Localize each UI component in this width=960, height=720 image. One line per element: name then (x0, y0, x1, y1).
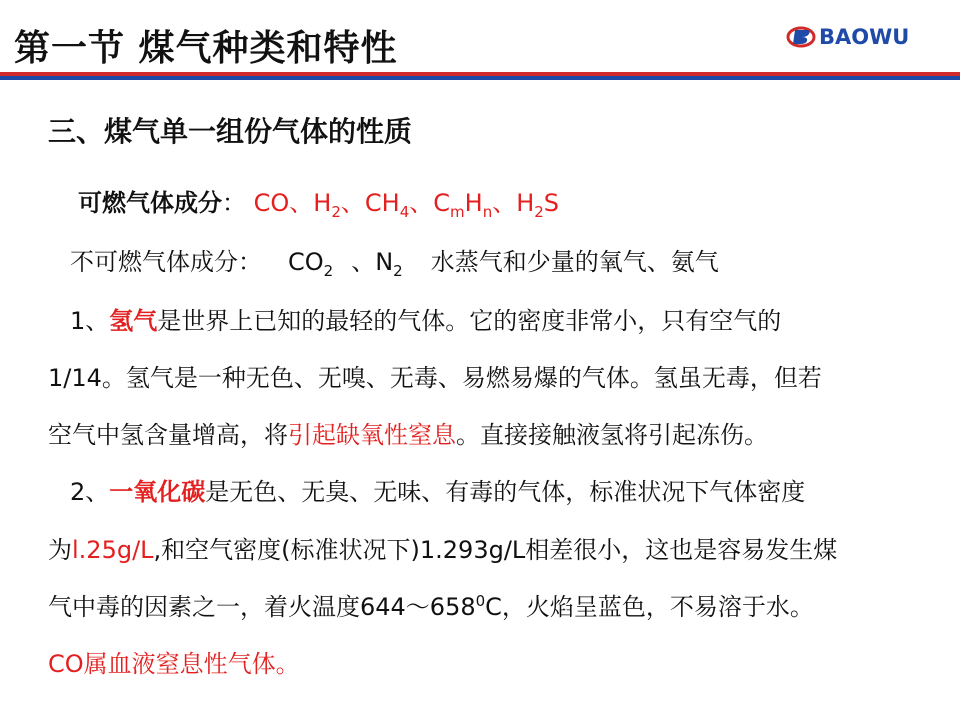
logo-text: BAOWU (819, 25, 910, 49)
co-line3-a: 气中毒的因素之一，着火温度644～658 (48, 593, 476, 621)
hydrogen-line3-b: 。直接接触液氢将引起冻伤。 (456, 421, 768, 449)
item1-number: 1、 (70, 307, 110, 335)
hydrogen-para-line3 (48, 420, 768, 450)
hydrogen-para-line2: 1/14。氢气是一种无色、无嗅、无毒、易燃易爆的气体。氢虽无毒，但若 (48, 364, 822, 392)
header-rule-blue (0, 76, 960, 80)
n2-formula: 、$N_2$ (351, 248, 403, 280)
non-combustible-label: 不可燃气体成分： (70, 248, 262, 276)
combustible-colon: ： (222, 189, 246, 217)
hydrogen-asphyxia-text: 引起缺氧性窒息 (288, 421, 456, 449)
co-line1-text: 是无色、无臭、无味、有毒的气体，标准状况下气体密度 (205, 478, 806, 506)
co-para-line4: CO属血液窒息性气体。 (48, 650, 300, 678)
baowu-logo-icon (786, 25, 816, 49)
co-line2-b: ,和空气密度(标准状况下)1.293g/L相差很小，这也是容易发生煤 (153, 536, 838, 564)
combustible-formulas: CO、$H_2$、$CH_4$、$C_mH_n$、$H_2S$ (253, 189, 560, 221)
co-para-line3 (48, 592, 814, 622)
hydrogen-term: 氢气 (109, 307, 158, 335)
co-term: 一氧化碳 (109, 478, 206, 506)
combustible-label: 可燃气体成分 (78, 189, 222, 217)
co2-formula: $CO_2$ (288, 248, 334, 280)
slide-header (0, 0, 960, 80)
co-line3-b: C，火焰呈蓝色，不易溶于水。 (485, 593, 814, 621)
hydrogen-line1-text: 是世界上已知的最轻的气体。它的密度非常小，只有空气的 (157, 307, 782, 335)
hydrogen-line3-a: 空气中氢含量增高，将 (48, 421, 288, 449)
section-title: 第一节 煤气种类和特性 (14, 28, 398, 69)
non-combustible-rest: 水蒸气和少量的氧气、氨气 (430, 248, 719, 276)
item2-number: 2、 (70, 478, 110, 506)
co-para-line2 (48, 535, 837, 565)
co-density-value: l.25g/L (72, 536, 154, 564)
hydrogen-para-line1 (70, 306, 781, 336)
co-para-line1 (70, 477, 805, 507)
degree-superscript: 0 (475, 592, 486, 610)
baowu-logo (786, 25, 909, 49)
combustible-gases-line (78, 188, 560, 221)
co-line2-a: 为 (48, 536, 72, 564)
non-combustible-gases-line (70, 247, 719, 280)
page-subtitle: 三、煤气单一组份气体的性质 (48, 115, 413, 148)
